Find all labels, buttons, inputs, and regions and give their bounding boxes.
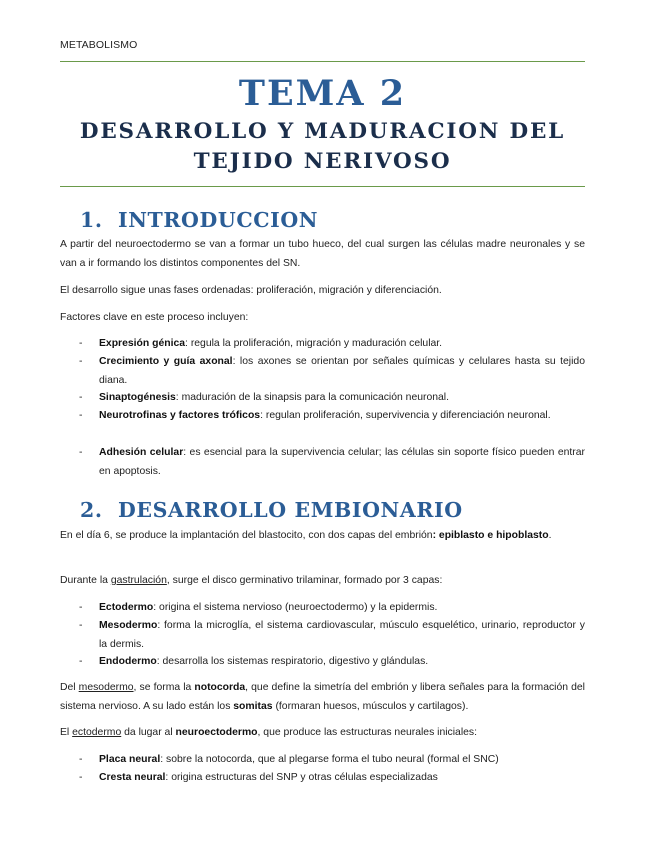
section-2-number: 2. bbox=[80, 498, 103, 522]
s1-paragraph-2: El desarrollo sigue unas fases ordenadas: proliferación, migración y diferenciación. bbox=[60, 285, 442, 296]
list-term: Endodermo bbox=[99, 656, 157, 667]
subtitle-line-1: DESARROLLO Y MADURACION DEL bbox=[79, 119, 566, 144]
s2-paragraph-4: El ectodermo da lugar al neuroectodermo, que produce las estructuras neurales iniciales: bbox=[60, 727, 478, 738]
running-header: METABOLISMO bbox=[60, 39, 138, 51]
document-subtitle bbox=[60, 117, 585, 177]
s1-paragraph-1: A partir del neuroectodermo se van a formar un tubo hueco, del cual surgen las células madre neuronales y se van a ir formando los distintos componentes del SN. bbox=[60, 239, 585, 269]
subtitle-line-2: TEJIDO NERIVOSO bbox=[193, 149, 452, 174]
list-text: : origina el sistema nervioso (neuroectodermo) y la epidermis. bbox=[153, 602, 438, 613]
list-text: : sobre la notocorda, que al plegarse forma el tubo neural (formal el SNC) bbox=[160, 754, 499, 765]
section-1-number: 1. bbox=[80, 208, 103, 232]
header-rule bbox=[60, 61, 585, 62]
list-text: : forma la microglía, el sistema cardiovascular, músculo esquelético, urinario, reproductor y la dermis. bbox=[99, 620, 585, 650]
list-text: : origina estructuras del SNP y otras células especializadas bbox=[165, 772, 438, 783]
list-term: Ectodermo bbox=[99, 602, 154, 613]
list-term: Adhesión celular bbox=[99, 447, 184, 458]
list-term: Expresión génica bbox=[99, 338, 186, 349]
list-text: : los axones se orientan por señales químicas y celulares hasta su tejido diana. bbox=[99, 356, 585, 386]
s2-paragraph-2: Durante la gastrulación, surge el disco germinativo trilaminar, formado por 3 capas: bbox=[60, 575, 443, 586]
s1-paragraph-3: Factores clave en este proceso incluyen: bbox=[60, 312, 249, 323]
list-bullet: - bbox=[79, 338, 83, 349]
title-rule bbox=[60, 186, 585, 187]
list-term: Neurotrofinas y factores tróficos bbox=[99, 410, 261, 421]
list-text: : regulan proliferación, supervivencia y diferenciación neuronal. bbox=[260, 410, 551, 421]
list-term: Mesodermo bbox=[99, 620, 158, 631]
s2-paragraph-1: En el día 6, se produce la implantación del blastocito, con dos capas del embrión: epiblasto e hipoblasto. bbox=[60, 530, 552, 541]
section-1-title: INTRODUCCION bbox=[118, 208, 319, 232]
section-2-heading bbox=[80, 498, 463, 522]
document-title: TEMA 2 bbox=[238, 73, 407, 114]
list-bullet: - bbox=[79, 356, 83, 367]
list-text: : maduración de la sinapsis para la comunicación neuronal. bbox=[175, 392, 449, 403]
list-bullet: - bbox=[79, 410, 83, 421]
list-term: Cresta neural bbox=[99, 772, 166, 783]
list-bullet: - bbox=[79, 772, 83, 783]
list-bullet: - bbox=[79, 602, 83, 613]
list-bullet: - bbox=[79, 656, 83, 667]
section-1-heading bbox=[80, 208, 318, 232]
list-text: : es esencial para la supervivencia celular; las células sin soporte físico pueden entrar en apoptosis. bbox=[99, 447, 585, 477]
list-text: : regula la proliferación, migración y maduración celular. bbox=[185, 338, 443, 349]
list-term: Sinaptogénesis bbox=[99, 392, 176, 403]
list-bullet: - bbox=[79, 447, 83, 458]
list-term: Crecimiento y guía axonal bbox=[99, 356, 233, 367]
list-bullet: - bbox=[79, 392, 83, 403]
list-text: : desarrolla los sistemas respiratorio, digestivo y glándulas. bbox=[156, 656, 429, 667]
list-bullet: - bbox=[79, 754, 83, 765]
list-term: Placa neural bbox=[99, 754, 161, 765]
section-2-title: DESARROLLO EMBIONARIO bbox=[118, 498, 463, 522]
s2-paragraph-3: Del mesodermo, se forma la notocorda, que define la simetría del embrión y libera señales para la formación del sistema nervioso. A su lado están los somitas (formaran huesos, músculos y cartilagos). bbox=[60, 682, 585, 712]
list-bullet: - bbox=[79, 620, 83, 631]
